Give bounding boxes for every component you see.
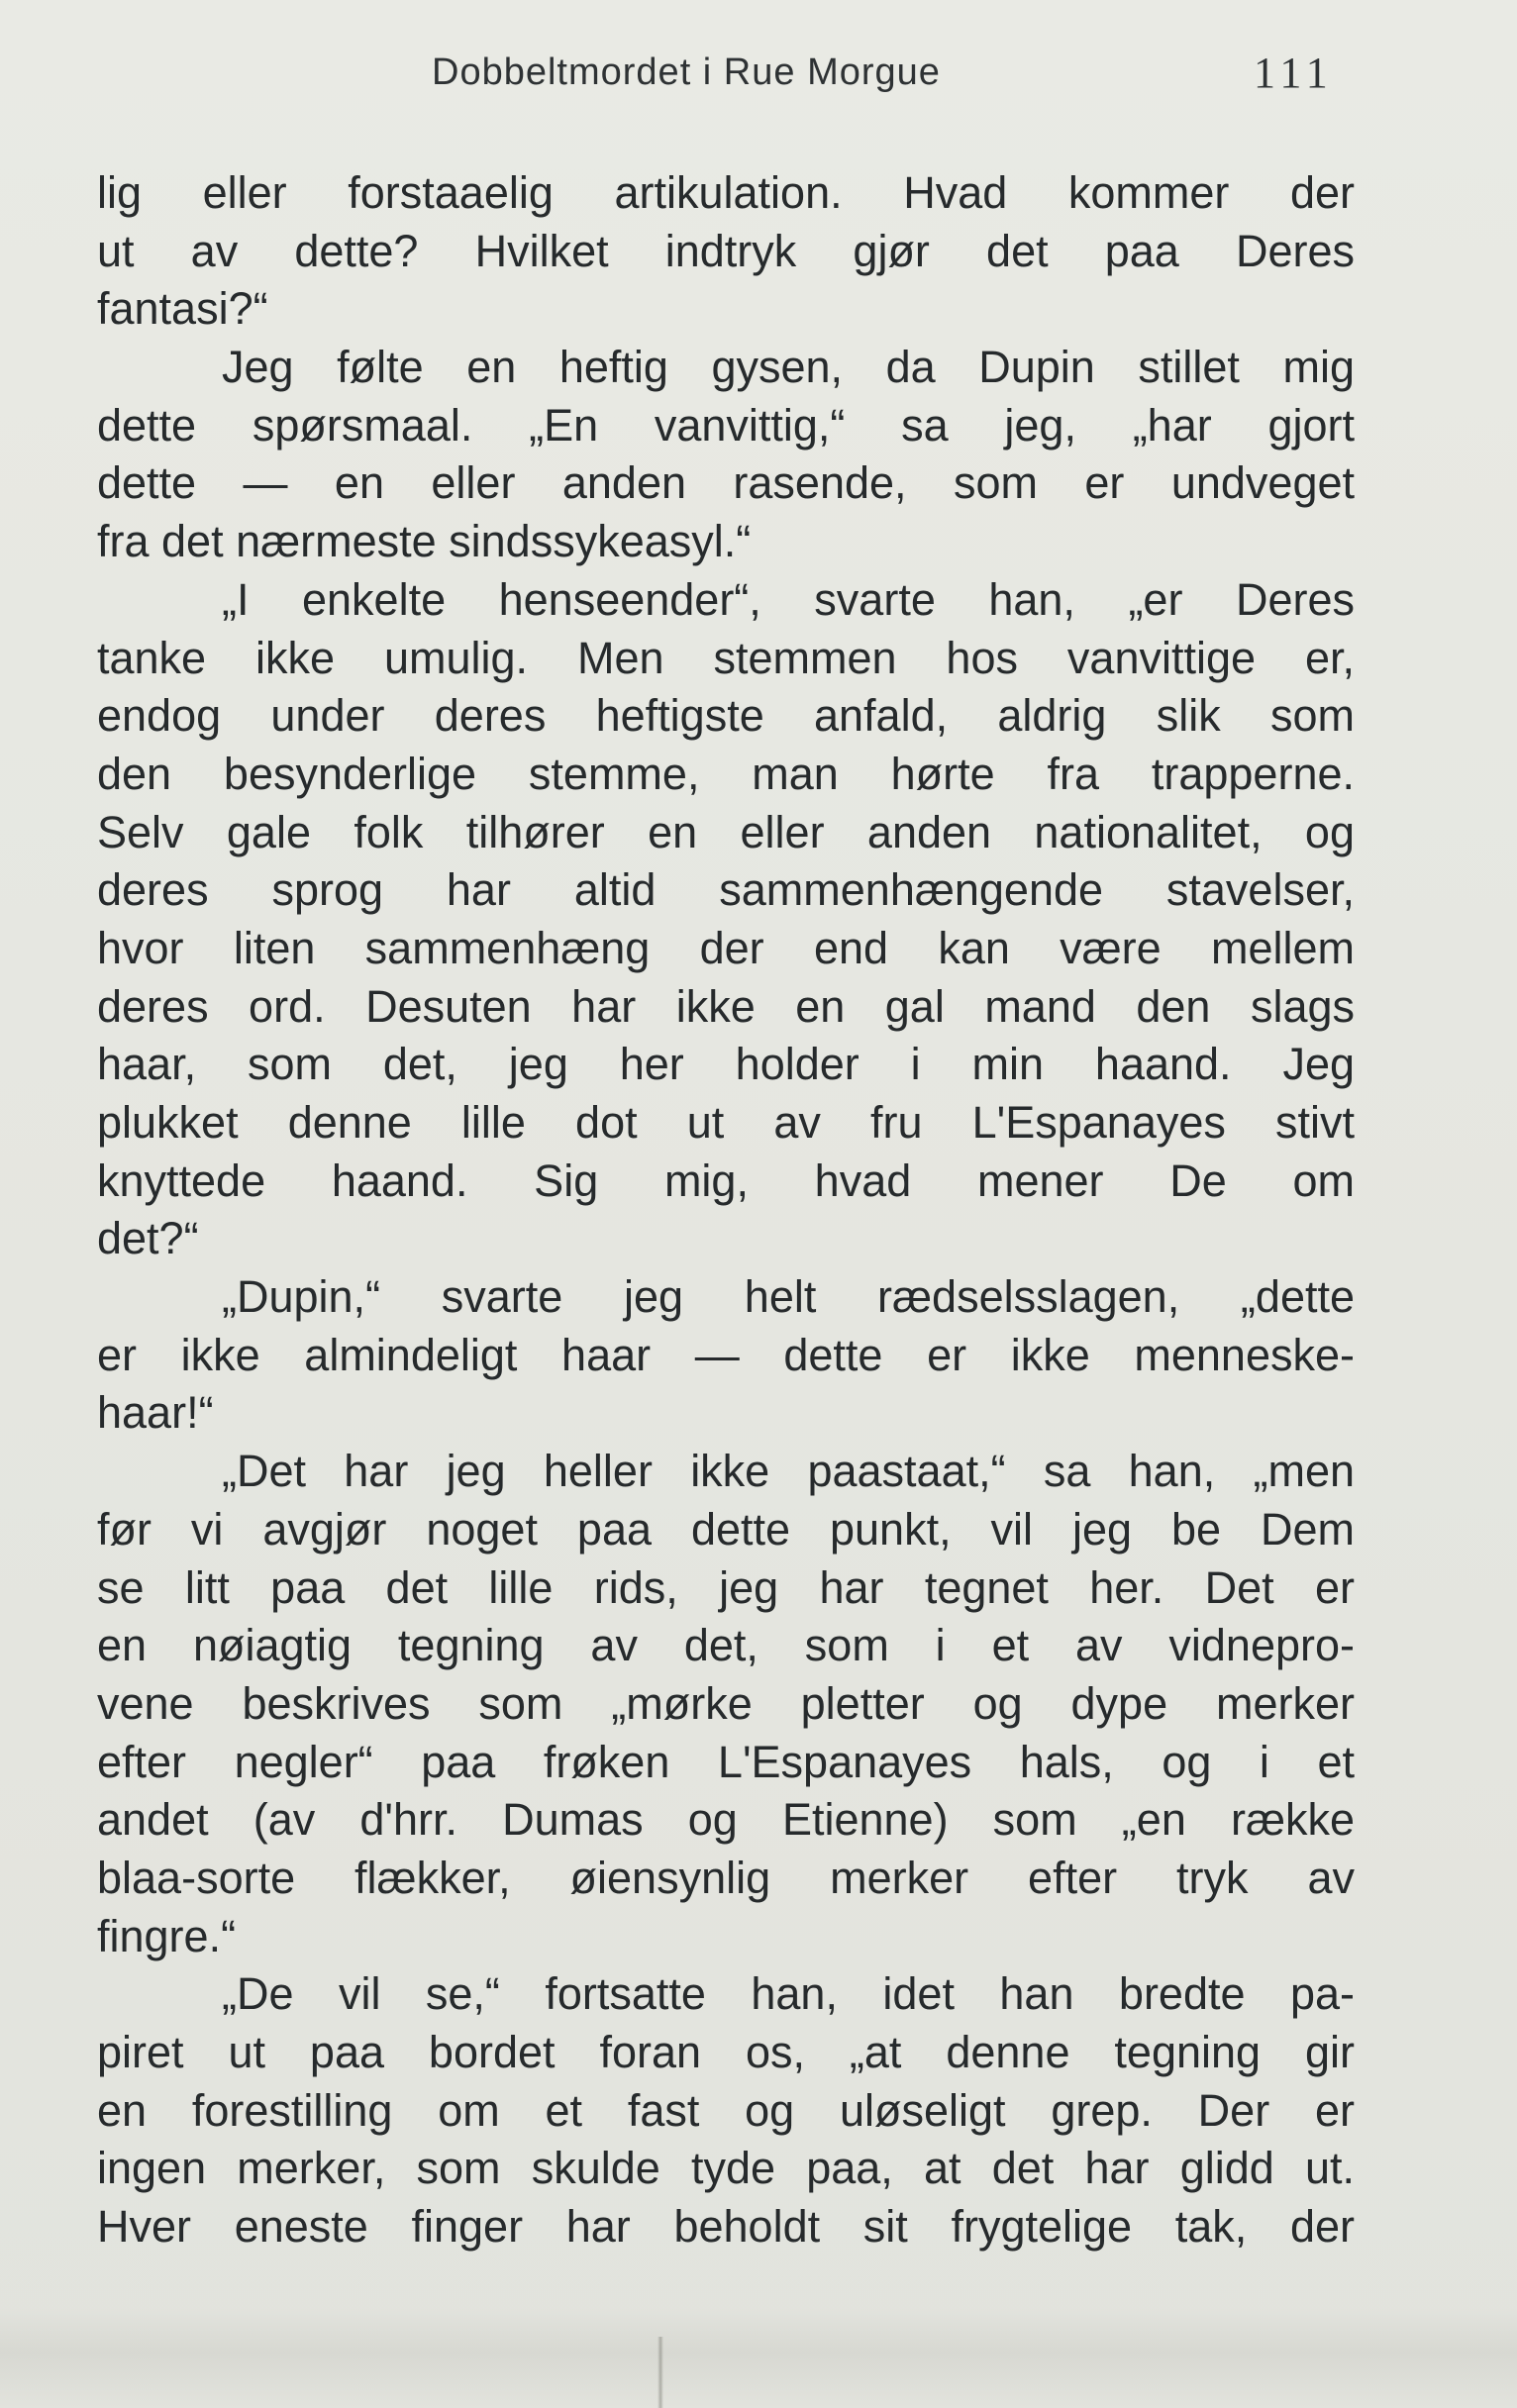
text-line: blaa-sorte flækker, øiensynlig merker efter tryk av	[97, 1852, 1355, 1903]
text-line: deres ord. Desuten har ikke en gal mand den slags	[97, 980, 1355, 1032]
text-line: lig eller forstaaelig artikulation. Hvad kommer der	[97, 167, 1355, 218]
page-crease	[657, 2337, 663, 2408]
text-line: dette spørsmaal. „En vanvittig,“ sa jeg, „har gjort	[97, 399, 1355, 451]
text-line: fingre.“	[97, 1910, 237, 1961]
text-line: Selv gale folk tilhører en eller anden nationalitet, og	[97, 806, 1355, 857]
running-title: Dobbeltmordet i Rue Morgue	[432, 51, 941, 93]
text-line: fantasi?“	[97, 283, 268, 335]
text-line: er ikke almindeligt haar — dette er ikke menneske-	[97, 1329, 1355, 1380]
text-line: en forestilling om et fast og uløseligt grep. Der er	[97, 2084, 1355, 2136]
text-line: haar!“	[97, 1387, 214, 1439]
text-line: plukket denne lille dot ut av fru L'Espanayes stivt	[97, 1097, 1355, 1148]
text-line: endog under deres heftigste anfald, aldrig slik som	[97, 690, 1355, 742]
text-line: ut av dette? Hvilket indtryk gjør det paa Deres	[97, 225, 1355, 276]
text-line: en nøiagtig tegning av det, som i et av vidnepro-	[97, 1620, 1355, 1671]
text-line: vene beskrives som „mørke pletter og dype merker	[97, 1677, 1355, 1729]
text-line: deres sprog har altid sammenhængende stavelser,	[97, 864, 1355, 916]
text-line: „Dupin,“ svarte jeg helt rædselsslagen, „dette	[222, 1271, 1355, 1323]
text-line: haar, som det, jeg her holder i min haand. Jeg	[97, 1039, 1355, 1090]
page-number: 111	[1254, 49, 1334, 97]
text-line: før vi avgjør noget paa dette punkt, vil jeg be Dem	[97, 1503, 1355, 1555]
text-line: hvor liten sammenhæng der end kan være mellem	[97, 922, 1355, 973]
text-line: piret ut paa bordet foran os, „at denne tegning gir	[97, 2027, 1355, 2077]
text-line: „De vil se,“ fortsatte han, idet han bredte pa-	[222, 1968, 1355, 2020]
text-line: efter negler“ paa frøken L'Espanayes hals, og i et	[97, 1736, 1355, 1787]
text-line: se litt paa det lille rids, jeg har tegnet her. Det er	[97, 1561, 1355, 1613]
text-line: den besynderlige stemme, man hørte fra trapperne.	[97, 748, 1355, 799]
text-line: „Det har jeg heller ikke paastaat,“ sa han, „men	[222, 1446, 1355, 1497]
text-line: det?“	[97, 1213, 199, 1264]
text-line: fra det nærmeste sindssykeasyl.“	[97, 516, 752, 567]
text-line: tanke ikke umulig. Men stemmen hos vanvittige er,	[97, 632, 1355, 683]
text-line: andet (av d'hrr. Dumas og Etienne) som „en række	[97, 1794, 1355, 1846]
page-bottom-shadow	[0, 2307, 1517, 2408]
text-line: dette — en eller anden rasende, som er undveget	[97, 457, 1355, 509]
text-line: Jeg følte en heftig gysen, da Dupin stillet mig	[222, 342, 1355, 393]
text-line: ingen merker, som skulde tyde paa, at det har glidd ut.	[97, 2143, 1355, 2194]
text-line: Hver eneste finger har beholdt sit frygtelige tak, der	[97, 2201, 1355, 2253]
text-line: „I enkelte henseender“, svarte han, „er Deres	[222, 573, 1355, 625]
text-line: knyttede haand. Sig mig, hvad mener De om	[97, 1154, 1355, 1206]
body-text	[97, 164, 1355, 2257]
